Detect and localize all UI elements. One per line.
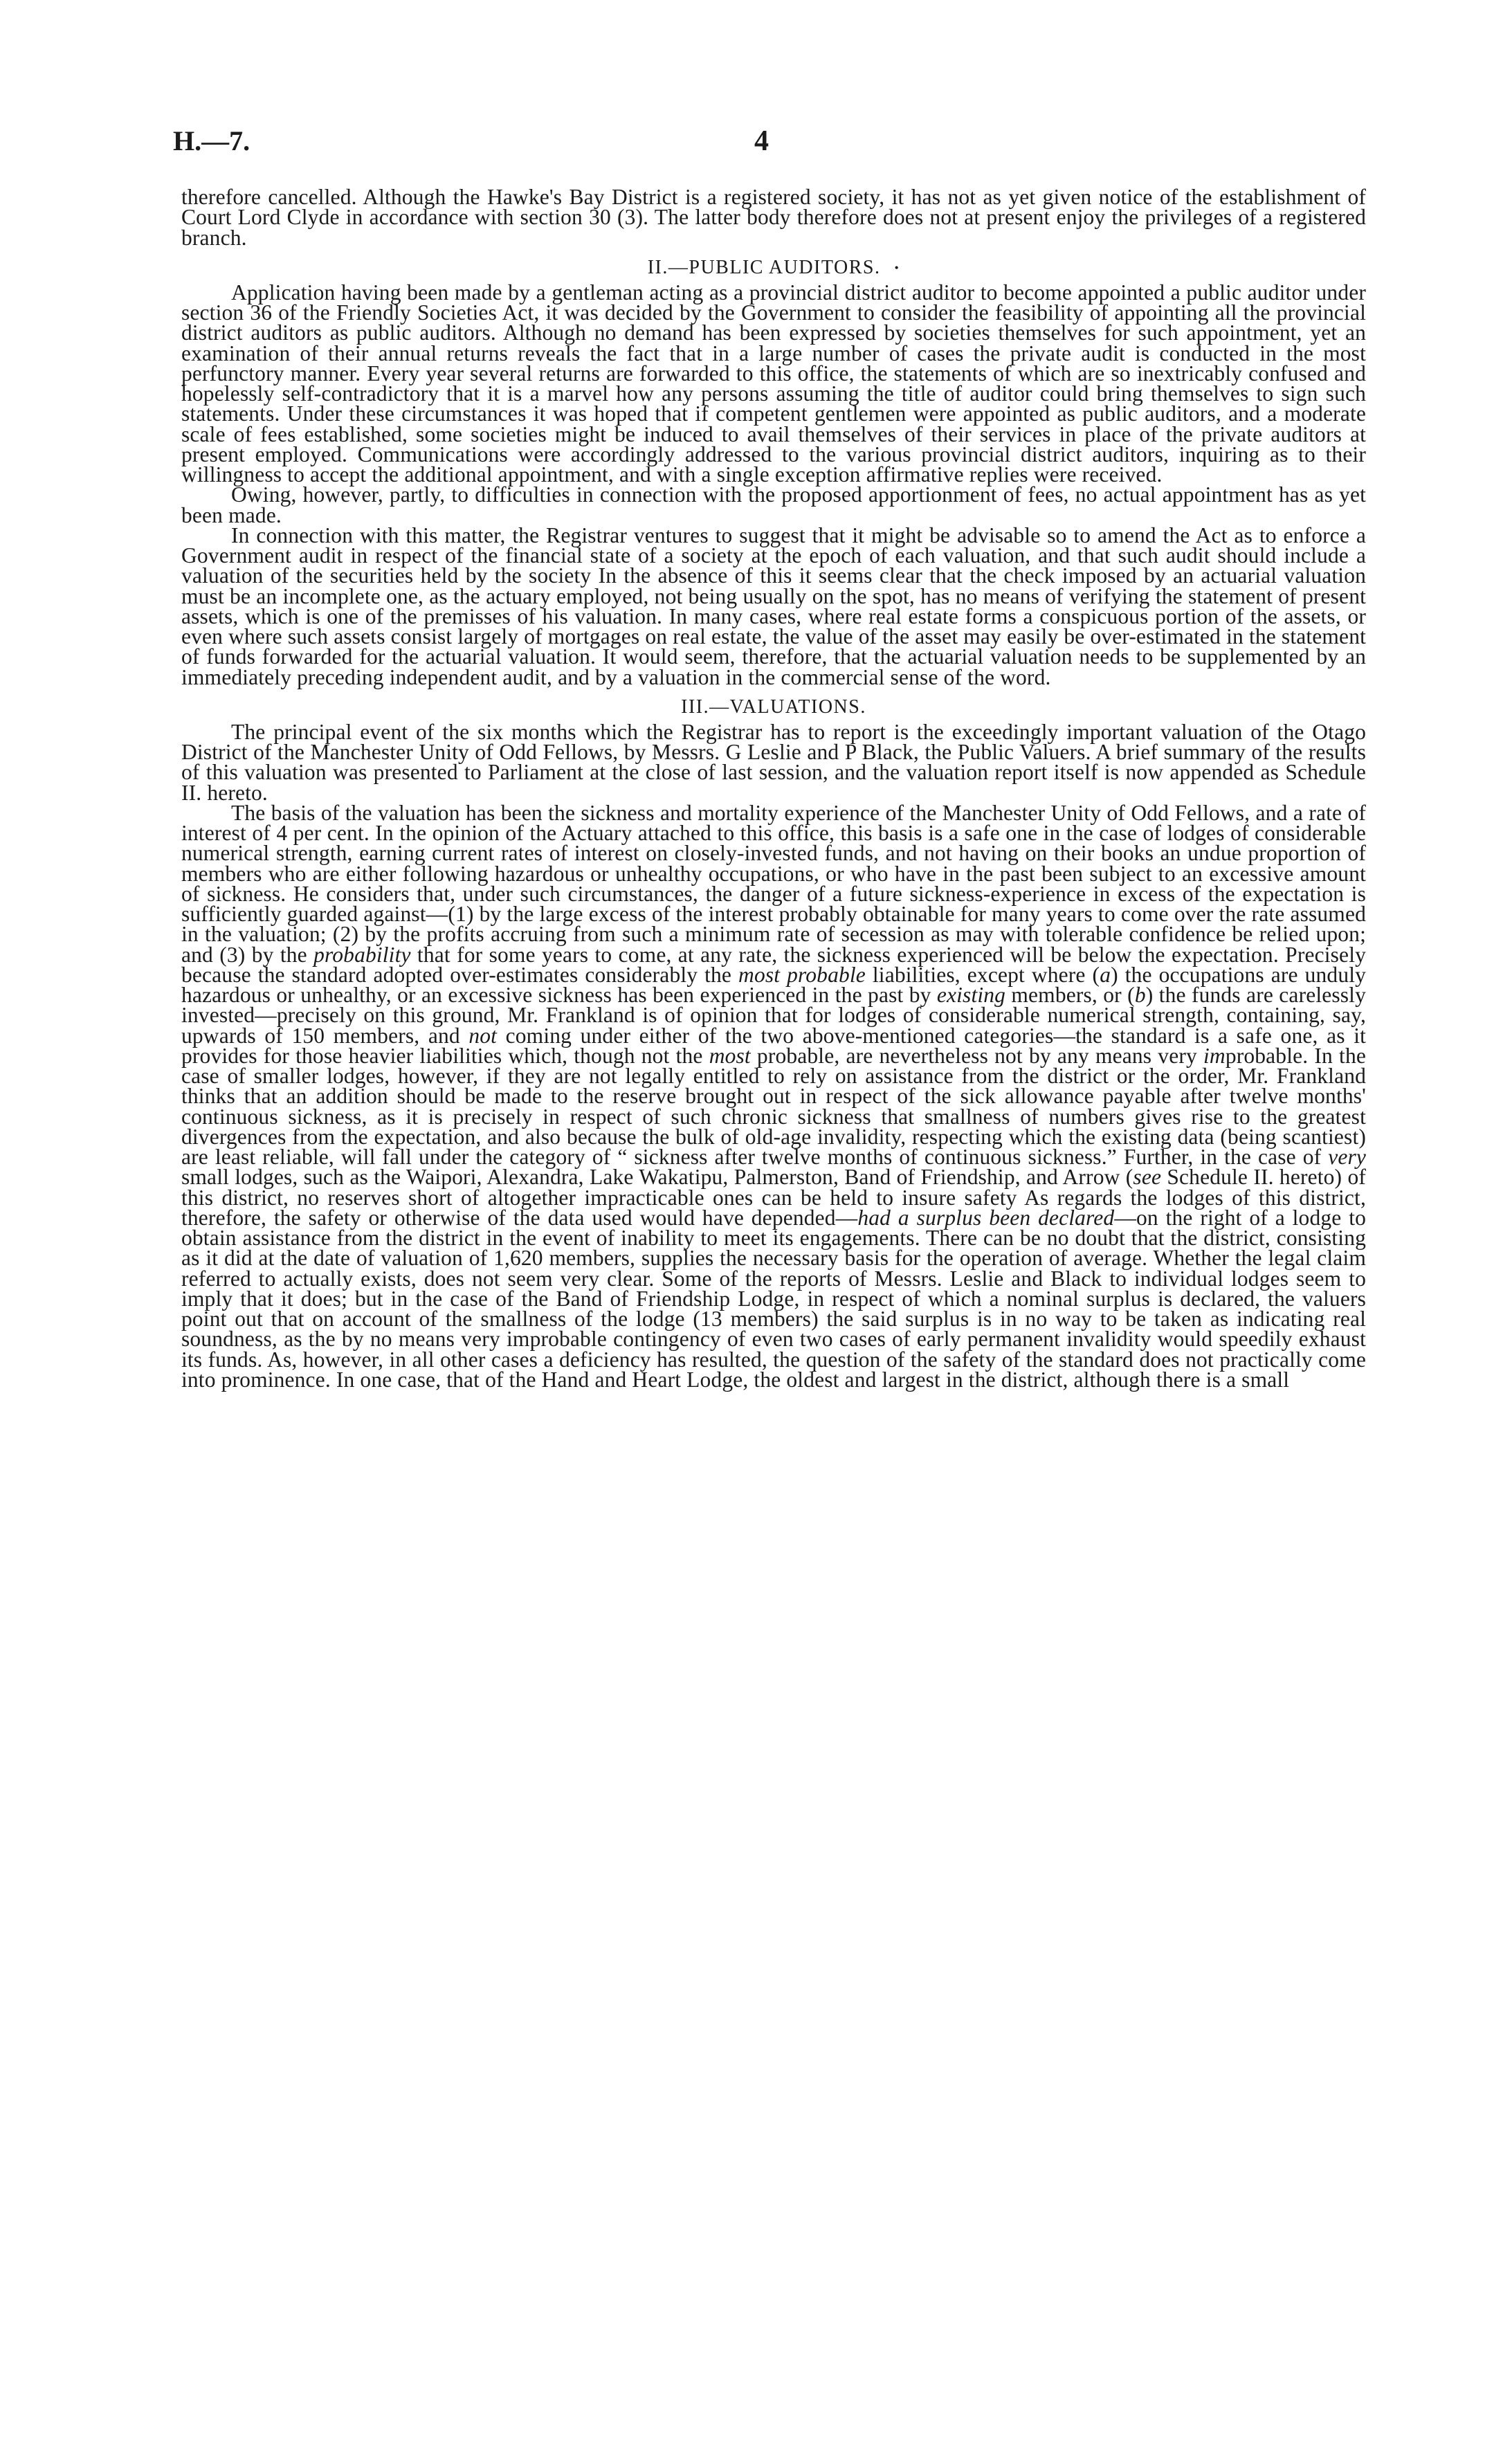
document-body [181, 187, 1366, 1390]
text-run: ) the occupations are unduly hazardous or unhealthy, or an excessive sickness has been experienced in the past by [181, 962, 1367, 1007]
text-run: —on the right of a lodge to obtain assistance from the district in the event of inability to meet its engagements. There can be no doubt that the district, consisting as it did at the date of valuation of 1,620 members, supplies the necessary basis for the operation of average. Whether the legal claim referred to actually exists, does not seem very clear. Some of the reports of Messrs. Leslie and Black to individual lodges seem to imply that it does; but in the case of the Band of Friendship Lodge, in respect of which a nominal surplus is declared, the valuers point out that on account of the smallness of the lodge (13 members) the said surplus is in no way to be taken as indicating real soundness, as the by no means very improbable contingency of even two cases of early permanent invalidity would speedily exhaust its funds. As, however, in all other cases a deficiency has resulted, the question of the safety of the standard does not practically come into prominence. In one case, that of the Hand and Heart Lodge, the oldest and largest in the district, although there is a small [181, 1205, 1367, 1392]
italic-text: im [1203, 1043, 1226, 1068]
text-run: that for some years to come, at any rate, the sickness experienced will be below the expectation. Precisely because the standard adopted over-estimates considerably the [181, 942, 1366, 987]
italic-text: very [1328, 1145, 1366, 1169]
text-run: probable. In the case of smaller lodges, however, if they are not legally entitled to rely on assistance from the district or the order, Mr. Frankland thinks that an addition should be made to the reserve brought out in respect of the sick allowance payable after twelve months' continuous sickness, as it is precisely in respect of such chronic sickness that smallness of numbers gives rise to the greatest divergences from the expectation, and also because the bulk of old-age invalidity, respecting which the existing data (being scantiest) are least reliable, will fall under the category of “ sickness after twelve months of continuous sickness.” Further, in the case of [181, 1043, 1366, 1169]
section-heading-text: II.—PUBLIC AUDITORS. [647, 256, 881, 278]
text-run: small lodges, such as the Waipori, Alexandra, Lake Wakatipu, Palmerston, Band of Friendship, and Arrow ( [181, 1165, 1133, 1190]
page-number: 4 [754, 125, 769, 157]
text-run: probable, are nevertheless not by any means very [750, 1043, 1204, 1068]
italic-text: probability [313, 942, 411, 967]
document-reference: H.—7. [173, 125, 251, 156]
paragraph [181, 800, 1367, 1392]
text-run: ) the funds are carelessly invested—precisely on this ground, Mr. Frankland is of opinion that for lodges of considerable numerical strength, containing, say, upwards of 150 members, and [181, 983, 1366, 1048]
italic-text: most [709, 1043, 751, 1068]
italic-text: had a surplus been declared [857, 1205, 1115, 1230]
text-run: The basis of the valuation has been the sickness and mortality experience of the Manchester Unity of Odd Fellows, and a rate of interest of 4 per cent. In the opinion of the Actuary attached to this office, this basis is a safe one in the case of lodges of considerable numerical strength, earning current rates of interest on closely-invested funds, and not having on their books an undue proportion of members who are either following hazardous or unhealthy occupations, or who have in the past been subject to an excessive amount of sickness. He considers that, under such circumstances, the danger of a future sickness-experience in excess of the expectation is sufficiently guarded against—(1) by the large excess of the interest probably obtainable for many years to come over the rate assumed in the valuation; (2) by the profits accruing from such a minimum rate of secession as may with tolerable confidence be relied upon; and (3) by the [181, 800, 1366, 967]
italic-text: not [468, 1023, 498, 1048]
paragraph: The principal event of the six months which the Registrar has to report is the exceedingly important valuation of the Otago District of the Manchester Unity of Odd Fellows, by Messrs. G Leslie and P Black, the Public Valuers. A brief summary of the results of this valuation was presented to Parliament at the close of last session, and the valuation report itself is now appended as Schedule II. hereto. [181, 719, 1366, 805]
italic-text: most probable [738, 962, 866, 987]
text-run: Schedule II. hereto) of this district, no reserves short of altogether impracticable ones can be held to insure safety As regards the lodges of this district, therefore, the safety or otherwise of the data used would have depended— [181, 1165, 1366, 1230]
section-heading-valuations [181, 696, 1366, 719]
italic-text: a [1100, 962, 1111, 987]
margin-mark: • [894, 260, 900, 275]
italic-text: existing [936, 983, 1006, 1007]
text-run: coming under either of the two above-mentioned categories—the standard is a safe one, as it provides for those heavier liabilities which, though not the [181, 1023, 1366, 1068]
text-run: liabilities, except where ( [865, 962, 1100, 987]
paragraph: Application having been made by a gentleman acting as a provincial district auditor to become appointed a public auditor under section 36 of the Friendly Societies Act, it was decided by the Government to consider the feasibility of appointing all the provincial district auditors as public auditors. Although no demand has been expressed by societies themselves for such appointment, yet an examination of their annual returns reveals the fact that in a large number of cases the private audit is conducted in the most perfunctory manner. Every year several returns are forwarded to this office, the statements of which are so inextricably confused and hopelessly self-contradictory that it is a marvel how any persons assuming the title of auditor could bring themselves to sign such statements. Under these circumstances it was hoped that if competent gentlemen were appointed as public auditors, and a moderate scale of fees established, some societies might be induced to avail themselves of their services in place of the private auditors at present employed. Communications were accordingly addressed to the various provincial district auditors, inquiring as to their willingness to accept the additional appointment, and with a single exception affirmative replies were received. [181, 280, 1366, 487]
page-header [173, 125, 1398, 173]
paragraph: Owing, however, partly, to difficulties in connection with the proposed apportionment of fees, no actual appointment has as yet been made. [181, 482, 1366, 527]
italic-text: b [1134, 983, 1146, 1007]
section-heading-public-auditors [181, 256, 1366, 280]
section-heading-text: III.—VALUATIONS. [681, 696, 866, 718]
italic-text: see [1133, 1165, 1162, 1190]
paragraph: In connection with this matter, the Registrar ventures to suggest that it might be advisable so to amend the Act as to enforce a Government audit in respect of the financial state of a society at the epoch of each valuation, and that such audit should include a valuation of the securities held by the society In the absence of this it seems clear that the check imposed by an actuarial valuation must be an incomplete one, as the actuary employed, not being usually on the spot, has no means of verifying the statement of present assets, which is one of the premisses of his valuation. In many cases, where real estate forms a conspicuous portion of the assets, or even where such assets consist largely of mortgages on real estate, the value of the asset may easily be over-estimated in the statement of funds forwarded for the actuarial valuation. It would seem, therefore, that the actuarial valuation needs to be supplemented by an immediately preceding independent audit, and by a valuation in the commercial sense of the word. [181, 523, 1366, 689]
text-run: members, or ( [1005, 983, 1135, 1007]
paragraph: therefore cancelled. Although the Hawke's Bay District is a registered society, it has not as yet given notice of the establishment of Court Lord Clyde in accordance with section 30 (3). The latter body therefore does not at present enjoy the privileges of a registered branch. [181, 185, 1366, 250]
